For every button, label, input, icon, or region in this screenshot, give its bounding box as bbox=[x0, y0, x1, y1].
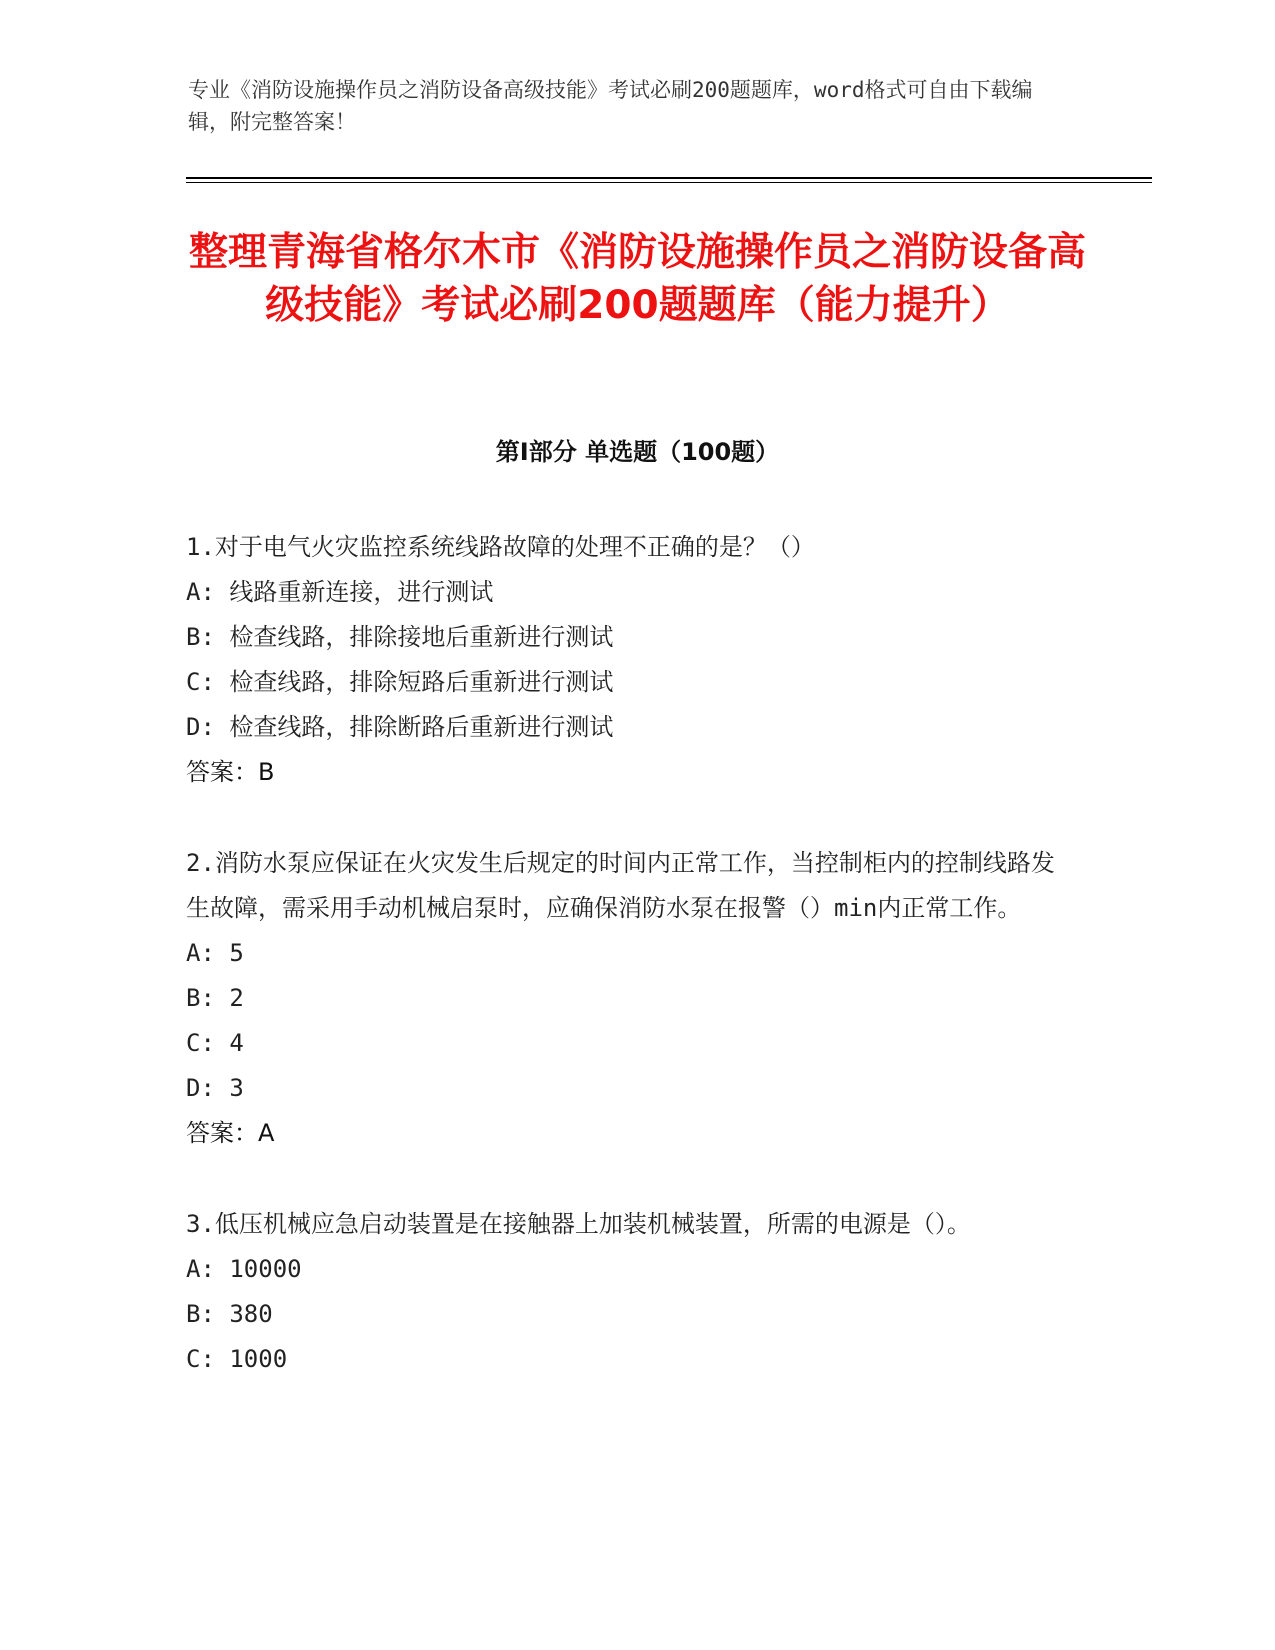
option-c: C: 检查线路，排除短路后重新进行测试 bbox=[186, 668, 614, 696]
question-2 bbox=[186, 841, 1066, 1156]
document-title: 整理青海省格尔木市《消防设施操作员之消防设备高级技能》考试必刷200题题库（能力提升） bbox=[188, 230, 1086, 328]
question-text: 1.对于电气火灾监控系统线路故障的处理不正确的是？（） bbox=[186, 533, 815, 561]
option-b: B: 2 bbox=[186, 984, 244, 1012]
question-text: 2.消防水泵应保证在火灾发生后规定的时间内正常工作，当控制柜内的控制线路发生故障，需采用手动机械启泵时，应确保消防水泵在报警（）min内正常工作。 bbox=[186, 849, 1055, 922]
header-note: 专业《消防设施操作员之消防设备高级技能》考试必刷200题题库，word格式可自由下载编辑，附完整答案！ bbox=[188, 78, 1033, 134]
header-divider-thick bbox=[186, 177, 1152, 179]
header-divider-thin bbox=[186, 182, 1152, 183]
answer: 答案：A bbox=[186, 1119, 275, 1147]
question-1 bbox=[186, 525, 1066, 795]
option-b: B: 380 bbox=[186, 1300, 273, 1328]
question-text: 3.低压机械应急启动装置是在接触器上加装机械装置，所需的电源是（）。 bbox=[186, 1210, 971, 1238]
question-list bbox=[186, 525, 1066, 1428]
option-c: C: 4 bbox=[186, 1029, 244, 1057]
option-c: C: 1000 bbox=[186, 1345, 288, 1373]
question-3 bbox=[186, 1202, 1066, 1382]
answer: 答案：B bbox=[186, 758, 275, 786]
option-a: A: 10000 bbox=[186, 1255, 302, 1283]
option-a: A: 线路重新连接，进行测试 bbox=[186, 578, 494, 606]
option-a: A: 5 bbox=[186, 939, 244, 967]
section-heading: 第I部分 单选题（100题） bbox=[495, 438, 780, 466]
option-b: B: 检查线路，排除接地后重新进行测试 bbox=[186, 623, 614, 651]
option-d: D: 3 bbox=[186, 1074, 244, 1102]
option-d: D: 检查线路，排除断路后重新进行测试 bbox=[186, 713, 614, 741]
